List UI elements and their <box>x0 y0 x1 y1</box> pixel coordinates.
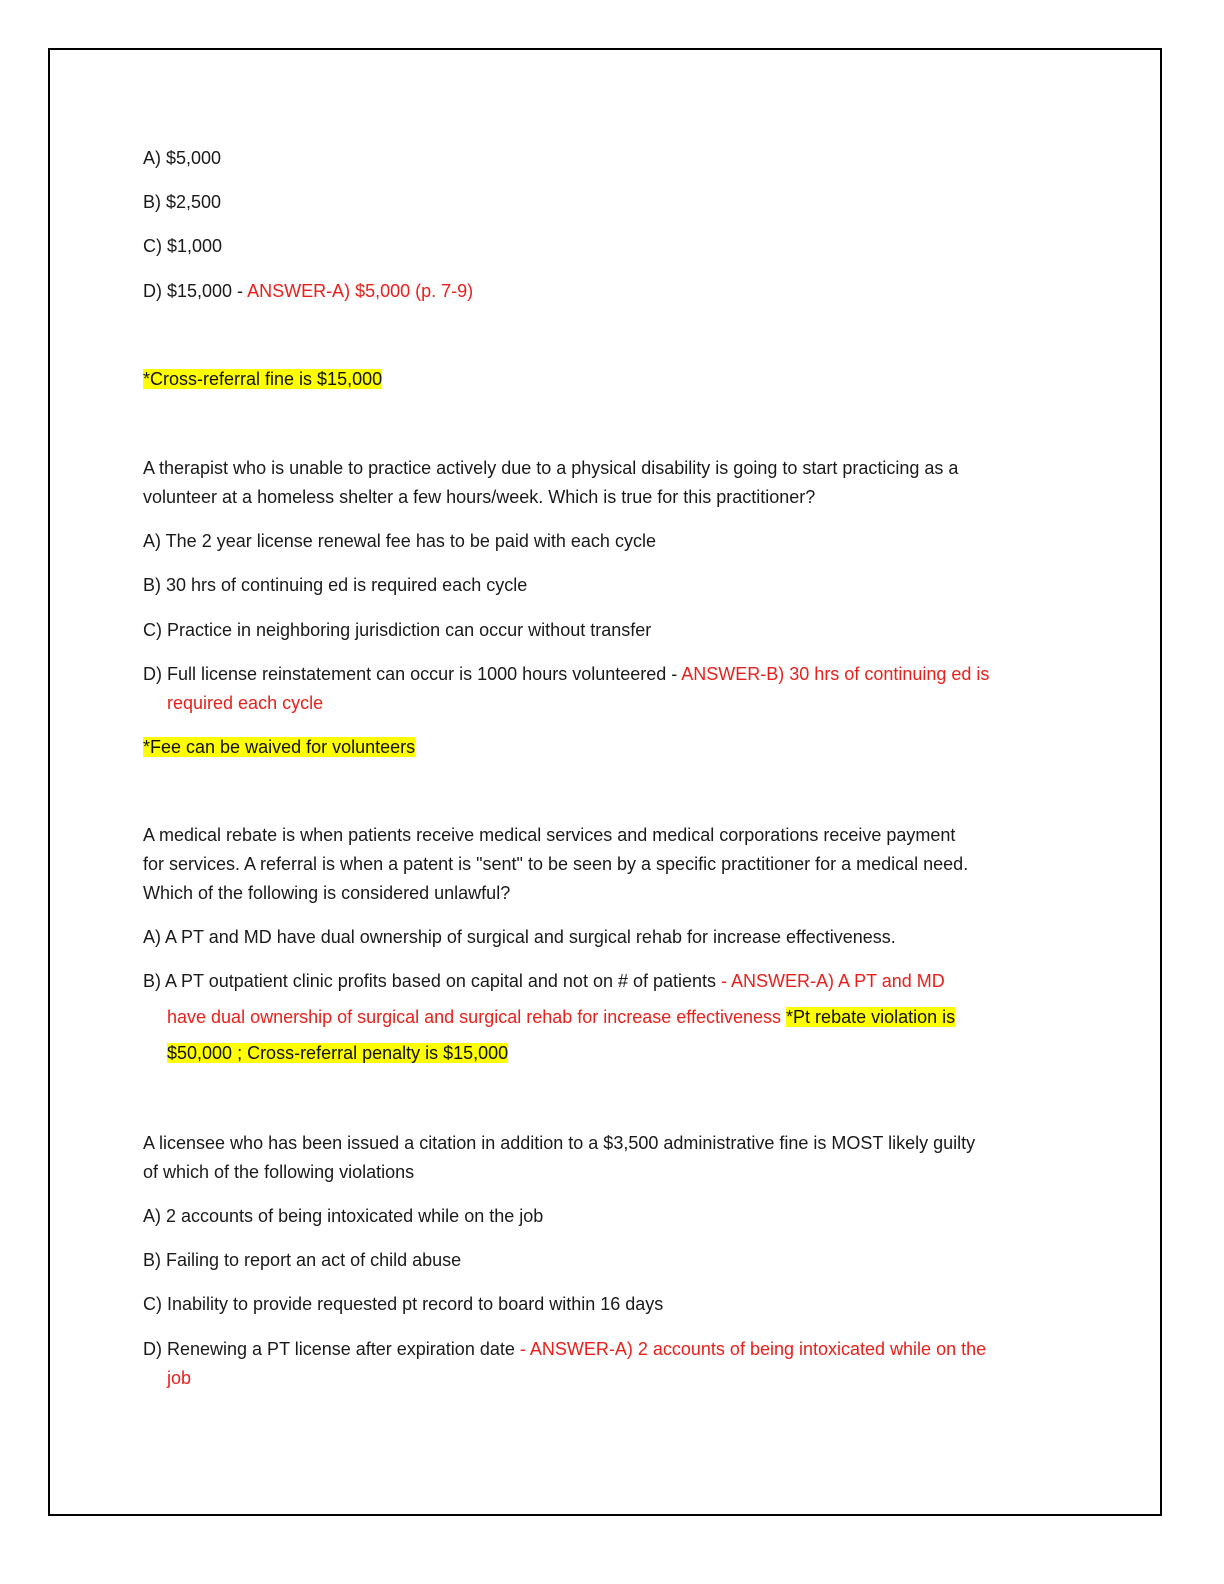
q2-answer-line-1: ANSWER-B) 30 hrs of continuing ed is <box>681 664 990 684</box>
q1-option-b: B) $2,500 <box>143 192 222 212</box>
q2-option-d-text: D) Full license reinstatement can occur is 1000 hours volunteered - <box>143 664 682 684</box>
q1-note <box>143 365 382 394</box>
q2-option-a: A) The 2 year license renewal fee has to be paid with each cycle <box>143 531 656 551</box>
q1-option-d <box>143 277 473 306</box>
q3-answer-line-2: have dual ownership of surgical and surgical rehab for increase effectiveness <box>167 1007 782 1027</box>
q3-answer-row-2 <box>167 1003 955 1032</box>
q4-stem-line-2: of which of the following violations <box>143 1162 415 1182</box>
q3-note-row-2 <box>167 1039 508 1068</box>
q3-stem-line-3: Which of the following is considered unlawful? <box>143 883 511 903</box>
q2-answer-line-2: required each cycle <box>167 693 324 713</box>
q2-option-c: C) Practice in neighboring jurisdiction can occur without transfer <box>143 620 652 640</box>
q4-answer-line-2: job <box>167 1368 192 1388</box>
q3-option-b <box>143 967 945 996</box>
q2-option-d <box>143 660 989 689</box>
q4-answer-line-1: - ANSWER-A) 2 accounts of being intoxicated while on the <box>514 1339 987 1359</box>
q3-option-b-text: B) A PT outpatient clinic profits based on capital and not on # of patients <box>143 971 717 991</box>
q2-note <box>143 733 415 762</box>
q3-stem-line-1: A medical rebate is when patients receive medical services and medical corporations receive payment <box>143 825 956 845</box>
q3-answer-line-1: - ANSWER-A) A PT and MD <box>716 971 945 991</box>
q3-note-line-1: *Pt rebate violation is <box>786 1007 956 1027</box>
q1-option-a: A) $5,000 <box>143 148 222 168</box>
q1-option-d-text: D) $15,000 - <box>143 281 248 301</box>
q1-answer: ANSWER-A) $5,000 (p. 7-9) <box>247 281 474 301</box>
q1-option-c: C) $1,000 <box>143 236 223 256</box>
q4-stem-line-1: A licensee who has been issued a citation in addition to a $3,500 administrative fine is MOST likely guilty <box>143 1133 976 1153</box>
q4-option-d <box>143 1335 986 1364</box>
q4-option-b: B) Failing to report an act of child abuse <box>143 1250 462 1270</box>
q1-note-highlight: *Cross-referral fine is $15,000 <box>143 369 383 389</box>
q4-option-c: C) Inability to provide requested pt record to board within 16 days <box>143 1294 664 1314</box>
q4-option-d-text: D) Renewing a PT license after expiration date <box>143 1339 515 1359</box>
q3-option-a: A) A PT and MD have dual ownership of surgical and surgical rehab for increase effectiveness. <box>143 927 896 947</box>
q2-stem-line-2: volunteer at a homeless shelter a few hours/week. Which is true for this practitioner? <box>143 487 816 507</box>
q4-option-a: A) 2 accounts of being intoxicated while on the job <box>143 1206 544 1226</box>
q3-note-line-2: $50,000 ; Cross-referral penalty is $15,000 <box>167 1043 509 1063</box>
q2-note-highlight: *Fee can be waived for volunteers <box>143 737 416 757</box>
q2-option-b: B) 30 hrs of continuing ed is required each cycle <box>143 575 528 595</box>
q2-stem-line-1: A therapist who is unable to practice actively due to a physical disability is going to start practicing as a <box>143 458 959 478</box>
q3-stem-line-2: for services. A referral is when a patent is "sent" to be seen by a specific practitioner for a medical need. <box>143 854 969 874</box>
